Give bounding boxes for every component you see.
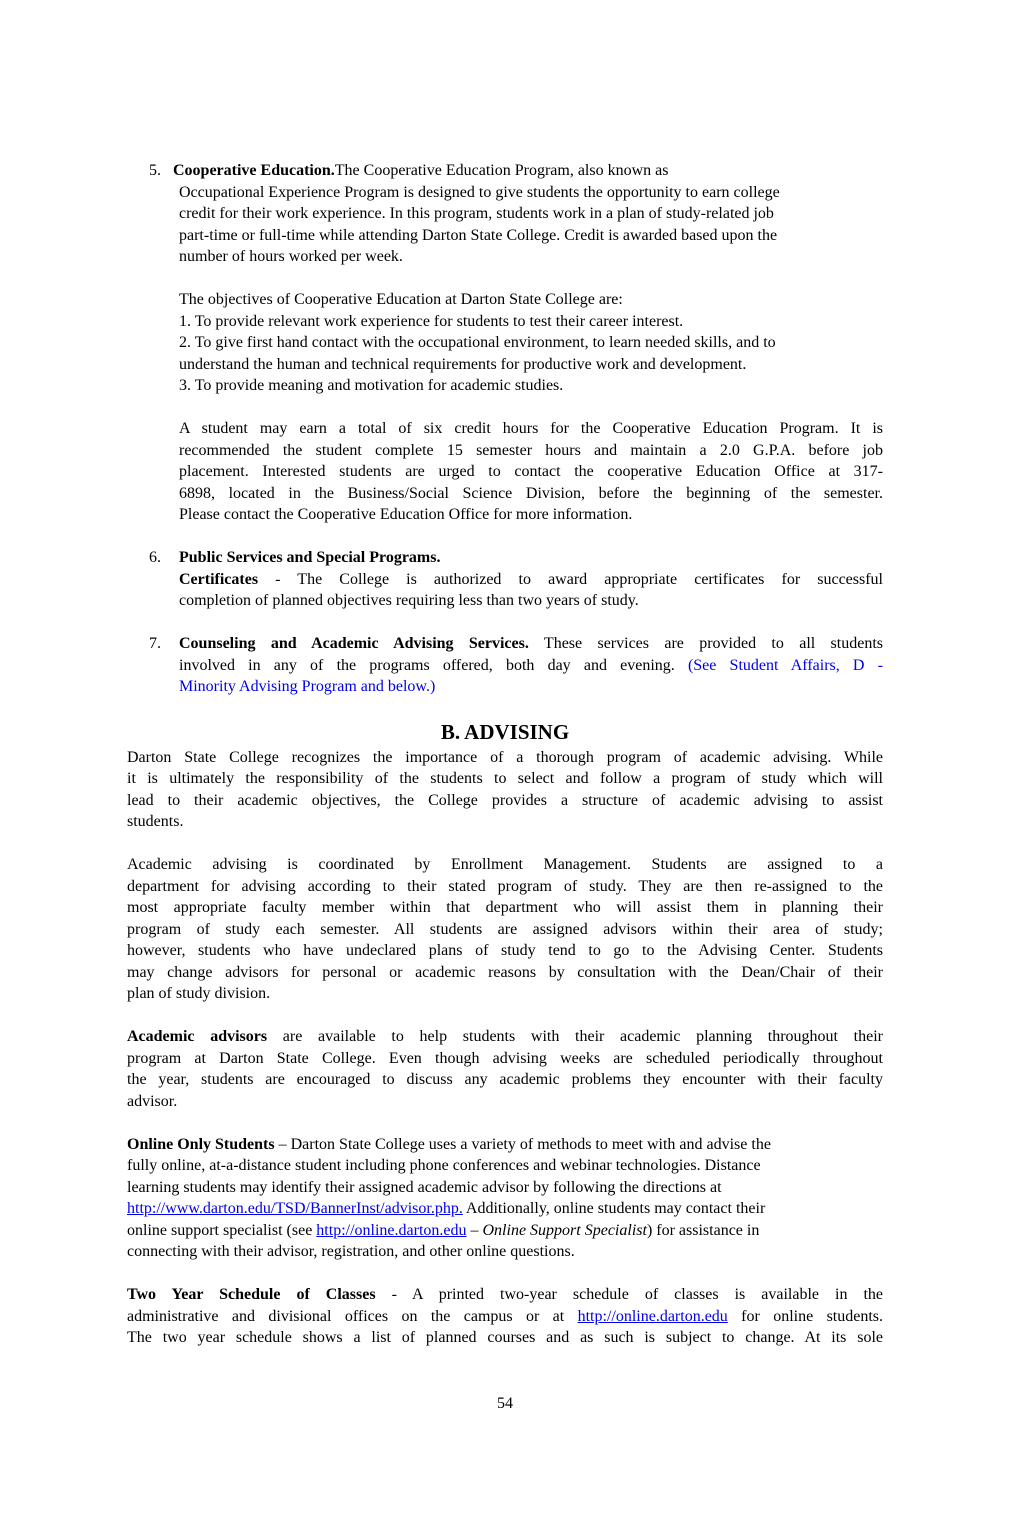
objective-2a: 2. To give first hand contact with the occupational environment, to learn needed skills, and to — [179, 334, 776, 351]
item5-line5: number of hours worked per week. — [179, 248, 403, 265]
schedule-text2b: for online students. — [727, 1308, 884, 1325]
online-students-line4 — [127, 1198, 765, 1219]
advising-para2-line7: plan of study division. — [127, 985, 271, 1002]
advising-para1-line1: Darton State College recognizes the importance of a thorough program of academic advising. While — [127, 749, 883, 766]
objective-1: 1. To provide relevant work experience for students to test their career interest. — [179, 313, 684, 330]
advising-para2-line6: may change advisors for personal or academic reasons by consultation with the Dean/Chair of their — [127, 964, 883, 981]
item6-line1 — [179, 569, 883, 590]
item7-number: 7. — [149, 635, 161, 652]
schedule-online-link[interactable]: http://online.darton.edu — [577, 1308, 728, 1325]
advising-para2-line3: most appropriate faculty member within that department who will assist them in planning their — [127, 899, 883, 916]
section-heading: B. ADVISING — [440, 720, 570, 744]
online-students-text5c: ) for assistance in — [646, 1222, 760, 1239]
online-students-text5a: online support specialist (see — [127, 1222, 317, 1239]
item7-line3-reference[interactable]: Minority Advising Program and below.) — [179, 678, 436, 695]
item7-title: Counseling and Academic Advising Services. — [179, 635, 529, 652]
item6-line2: completion of planned objectives requiring less than two years of study. — [179, 592, 639, 609]
academic-advisors-text: are available to help students with their academic planning throughout their — [267, 1028, 883, 1045]
item5-line2: Occupational Experience Program is designed to give students the opportunity to earn college — [179, 184, 780, 201]
certificates-label: Certificates — [179, 571, 259, 588]
online-students-line2: fully online, at-a-distance student including phone conferences and webinar technologies. Distance — [127, 1157, 761, 1174]
advising-para1-line3: lead to their academic objectives, the College provides a structure of academic advising to assist — [127, 792, 883, 809]
advising-para2-line4: program of study each semester. All students are assigned advisors within their area of study; — [127, 921, 883, 938]
item6-number: 6. — [149, 549, 161, 566]
item5-title-line — [149, 160, 668, 181]
advising-para1-line2: it is ultimately the responsibility of the students to select and follow a program of study which will — [127, 770, 883, 787]
schedule-text2a: administrative and divisional offices on the campus or at — [127, 1308, 578, 1325]
advising-para3-line1 — [127, 1026, 883, 1047]
item7-text2: involved in any of the programs offered, both day and evening. — [179, 657, 688, 674]
certificates-text: - The College is authorized to award appropriate certificates for successful — [258, 571, 883, 588]
page-number: 54 — [497, 1395, 513, 1412]
advising-para3-line3: the year, students are encouraged to discuss any academic problems they encounter with their faculty — [127, 1071, 883, 1088]
coop-para-line2: recommended the student complete 15 semester hours and maintain a 2.0 G.P.A. before job — [179, 442, 883, 459]
online-students-text4: Additionally, online students may contact their — [462, 1200, 766, 1217]
item5-title: Cooperative Education. — [173, 162, 335, 179]
schedule-text1: - A printed two-year schedule of classes is available in the — [375, 1286, 884, 1303]
online-darton-link[interactable]: http://online.darton.edu — [316, 1222, 467, 1239]
two-year-schedule-label: Two Year Schedule of Classes — [127, 1286, 376, 1303]
advising-para2-line1: Academic advising is coordinated by Enrollment Management. Students are assigned to a — [127, 856, 883, 873]
online-students-line6: connecting with their advisor, registration, and other online questions. — [127, 1243, 575, 1260]
online-only-students-label: Online Only Students — [127, 1136, 275, 1153]
online-students-line1 — [127, 1134, 771, 1155]
advising-para3-line4: advisor. — [127, 1093, 178, 1110]
item7-line2 — [179, 655, 883, 676]
advising-para1-line4: students. — [127, 813, 184, 830]
coop-para-line5: Please contact the Cooperative Education Office for more information. — [179, 506, 633, 523]
objectives-intro: The objectives of Cooperative Education at Darton State College are: — [179, 291, 623, 308]
item6-title: Public Services and Special Programs. — [179, 549, 441, 566]
schedule-line2 — [127, 1306, 883, 1327]
item7-line1 — [179, 633, 883, 654]
advisor-lookup-link[interactable]: http://www.darton.edu/TSD/BannerInst/advisor.php. — [127, 1200, 463, 1217]
schedule-line1 — [127, 1284, 883, 1305]
coop-para-line3: placement. Interested students are urged to contact the cooperative Education Office at 317- — [179, 463, 883, 480]
online-students-text1: – Darton State College uses a variety of methods to meet with and advise the — [274, 1136, 771, 1153]
advising-para3-line2: program at Darton State College. Even though advising weeks are scheduled periodically throughout — [127, 1050, 883, 1067]
online-support-specialist-text: Online Support Specialist — [482, 1222, 647, 1239]
item5-line3: credit for their work experience. In this program, students work in a plan of study-related job — [179, 205, 774, 222]
academic-advisors-label: Academic advisors — [127, 1028, 268, 1045]
item7-text1: These services are provided to all students — [528, 635, 883, 652]
objective-3: 3. To provide meaning and motivation for academic studies. — [179, 377, 564, 394]
online-students-dash: – — [466, 1222, 483, 1239]
advising-para2-line5: however, students who have undeclared plans of study tend to go to the Advising Center. Students — [127, 942, 883, 959]
coop-para-line4: 6898, located in the Business/Social Science Division, before the beginning of the semester. — [179, 485, 883, 502]
online-students-line3: learning students may identify their assigned academic advisor by following the directions at — [127, 1179, 722, 1196]
item5-line4: part-time or full-time while attending Darton State College. Credit is awarded based upon the — [179, 227, 778, 244]
schedule-line3: The two year schedule shows a list of planned courses and as such is subject to change. At its sole — [127, 1329, 883, 1346]
student-affairs-reference[interactable]: (See Student Affairs, D - — [687, 657, 883, 674]
coop-para-line1: A student may earn a total of six credit hours for the Cooperative Education Program. It is — [179, 420, 883, 437]
item5-number: 5. — [149, 162, 161, 179]
item5-line1: The Cooperative Education Program, also known as — [334, 162, 669, 179]
advising-para2-line2: department for advising according to their stated program of study. They are then re-assigned to the — [127, 878, 883, 895]
objective-2b: understand the human and technical requirements for productive work and development. — [179, 356, 747, 373]
online-students-line5 — [127, 1220, 759, 1241]
